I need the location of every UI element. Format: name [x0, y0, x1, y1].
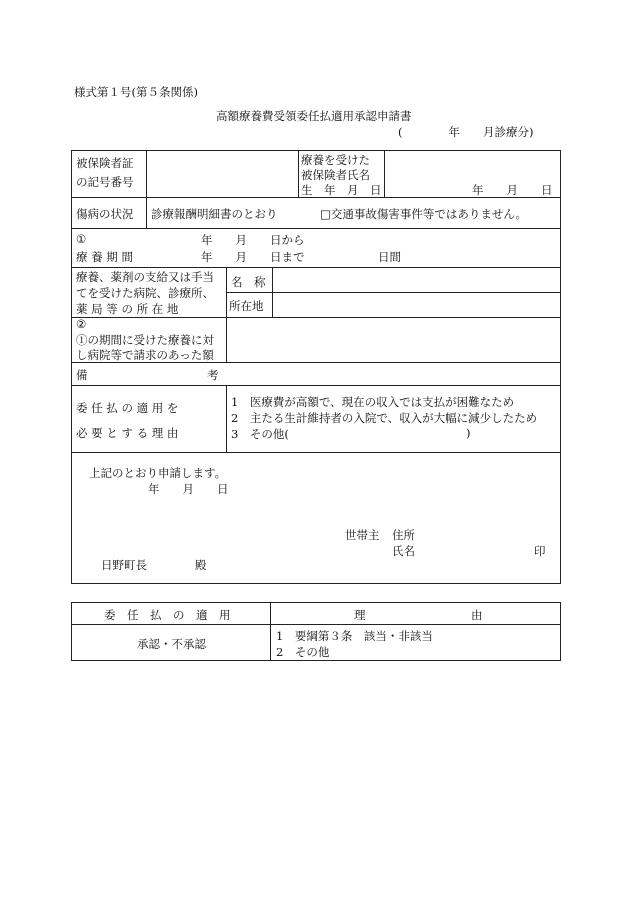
reason-label: 委 任 払 の 適 用 を	[76, 401, 179, 415]
patient-label: 療養を受けた	[301, 153, 370, 167]
insured-card-label-2: の記号番号	[76, 175, 134, 189]
honorific: 殿	[195, 558, 207, 572]
traffic-accident-checkbox[interactable]: □交通事故傷害事件等ではありません。	[320, 207, 528, 221]
facility-label-2: てを受けた病院、診療所、	[76, 286, 214, 300]
address-label: 住所	[392, 528, 415, 542]
householder-label: 世帯主	[345, 528, 380, 542]
approval-item-1: 1 要綱第３条 該当・非該当	[276, 629, 433, 643]
seal-mark: 印	[534, 544, 546, 558]
facility-name-label: 名 称	[231, 275, 266, 289]
form-number: 様式第１号(第５条関係)	[74, 85, 198, 99]
reason-item-2: 2 主たる生計維持者の入院で、収入が大幅に減少したため	[231, 411, 538, 425]
billed-amount-label-2: し病院等で請求のあった額	[76, 348, 214, 362]
period-to: 年 月 日まで	[201, 250, 305, 264]
circle-number-2: ②	[76, 317, 87, 331]
circle-number-1: ①	[76, 232, 87, 246]
period-from: 年 月 日から	[201, 233, 305, 247]
reason-item-1: 1 医療費が高額で、現在の収入では支払が困難なため	[231, 395, 515, 409]
reason-label-2: 必 要 と す る 理 由	[76, 426, 179, 440]
remarks-label-b: 考	[207, 368, 219, 382]
injury-status-label: 傷病の状況	[76, 207, 134, 221]
birth-date-fields: 年 月 日	[472, 183, 553, 197]
approval-status: 承認・不承認	[137, 637, 206, 651]
treatment-period-label: 療 養 期 間	[76, 250, 133, 264]
facility-label-3: 薬 局 等 の 所 在 地	[76, 302, 179, 316]
patient-name-label: 被保険者氏名	[301, 168, 370, 182]
birth-date-label: 生 年 月 日	[301, 183, 382, 197]
facility-label: 療養、薬剤の支給又は手当	[76, 270, 214, 284]
billed-amount-label: ①の期間に受けた療養に対	[76, 333, 214, 347]
period-days: 日間	[378, 250, 401, 264]
addressee: 日野町長	[101, 558, 147, 572]
injury-status-value: 診療報酬明細書のとおり	[151, 207, 278, 221]
approval-col2-header-b: 由	[471, 608, 483, 622]
application-date: 年 月 日	[148, 482, 229, 496]
name-label: 氏名	[392, 544, 415, 558]
treatment-period: ( 年 月診療分)	[398, 125, 534, 139]
insured-card-label: 被保険者証	[76, 156, 134, 170]
application-statement: 上記のとおり申請します。	[89, 466, 227, 480]
approval-col1-header: 委 任 払 の 適 用	[104, 608, 231, 622]
approval-col2-header-a: 理	[354, 608, 366, 622]
facility-address-label: 所在地	[229, 299, 264, 313]
reason-item-3-close: )	[466, 426, 471, 440]
approval-item-2: 2 その他	[276, 645, 330, 659]
remarks-label-a: 備	[76, 368, 88, 382]
reason-item-3: 3 その他(	[231, 427, 289, 441]
form-title: 高額療養費受領委任払適用承認申請書	[216, 109, 412, 123]
